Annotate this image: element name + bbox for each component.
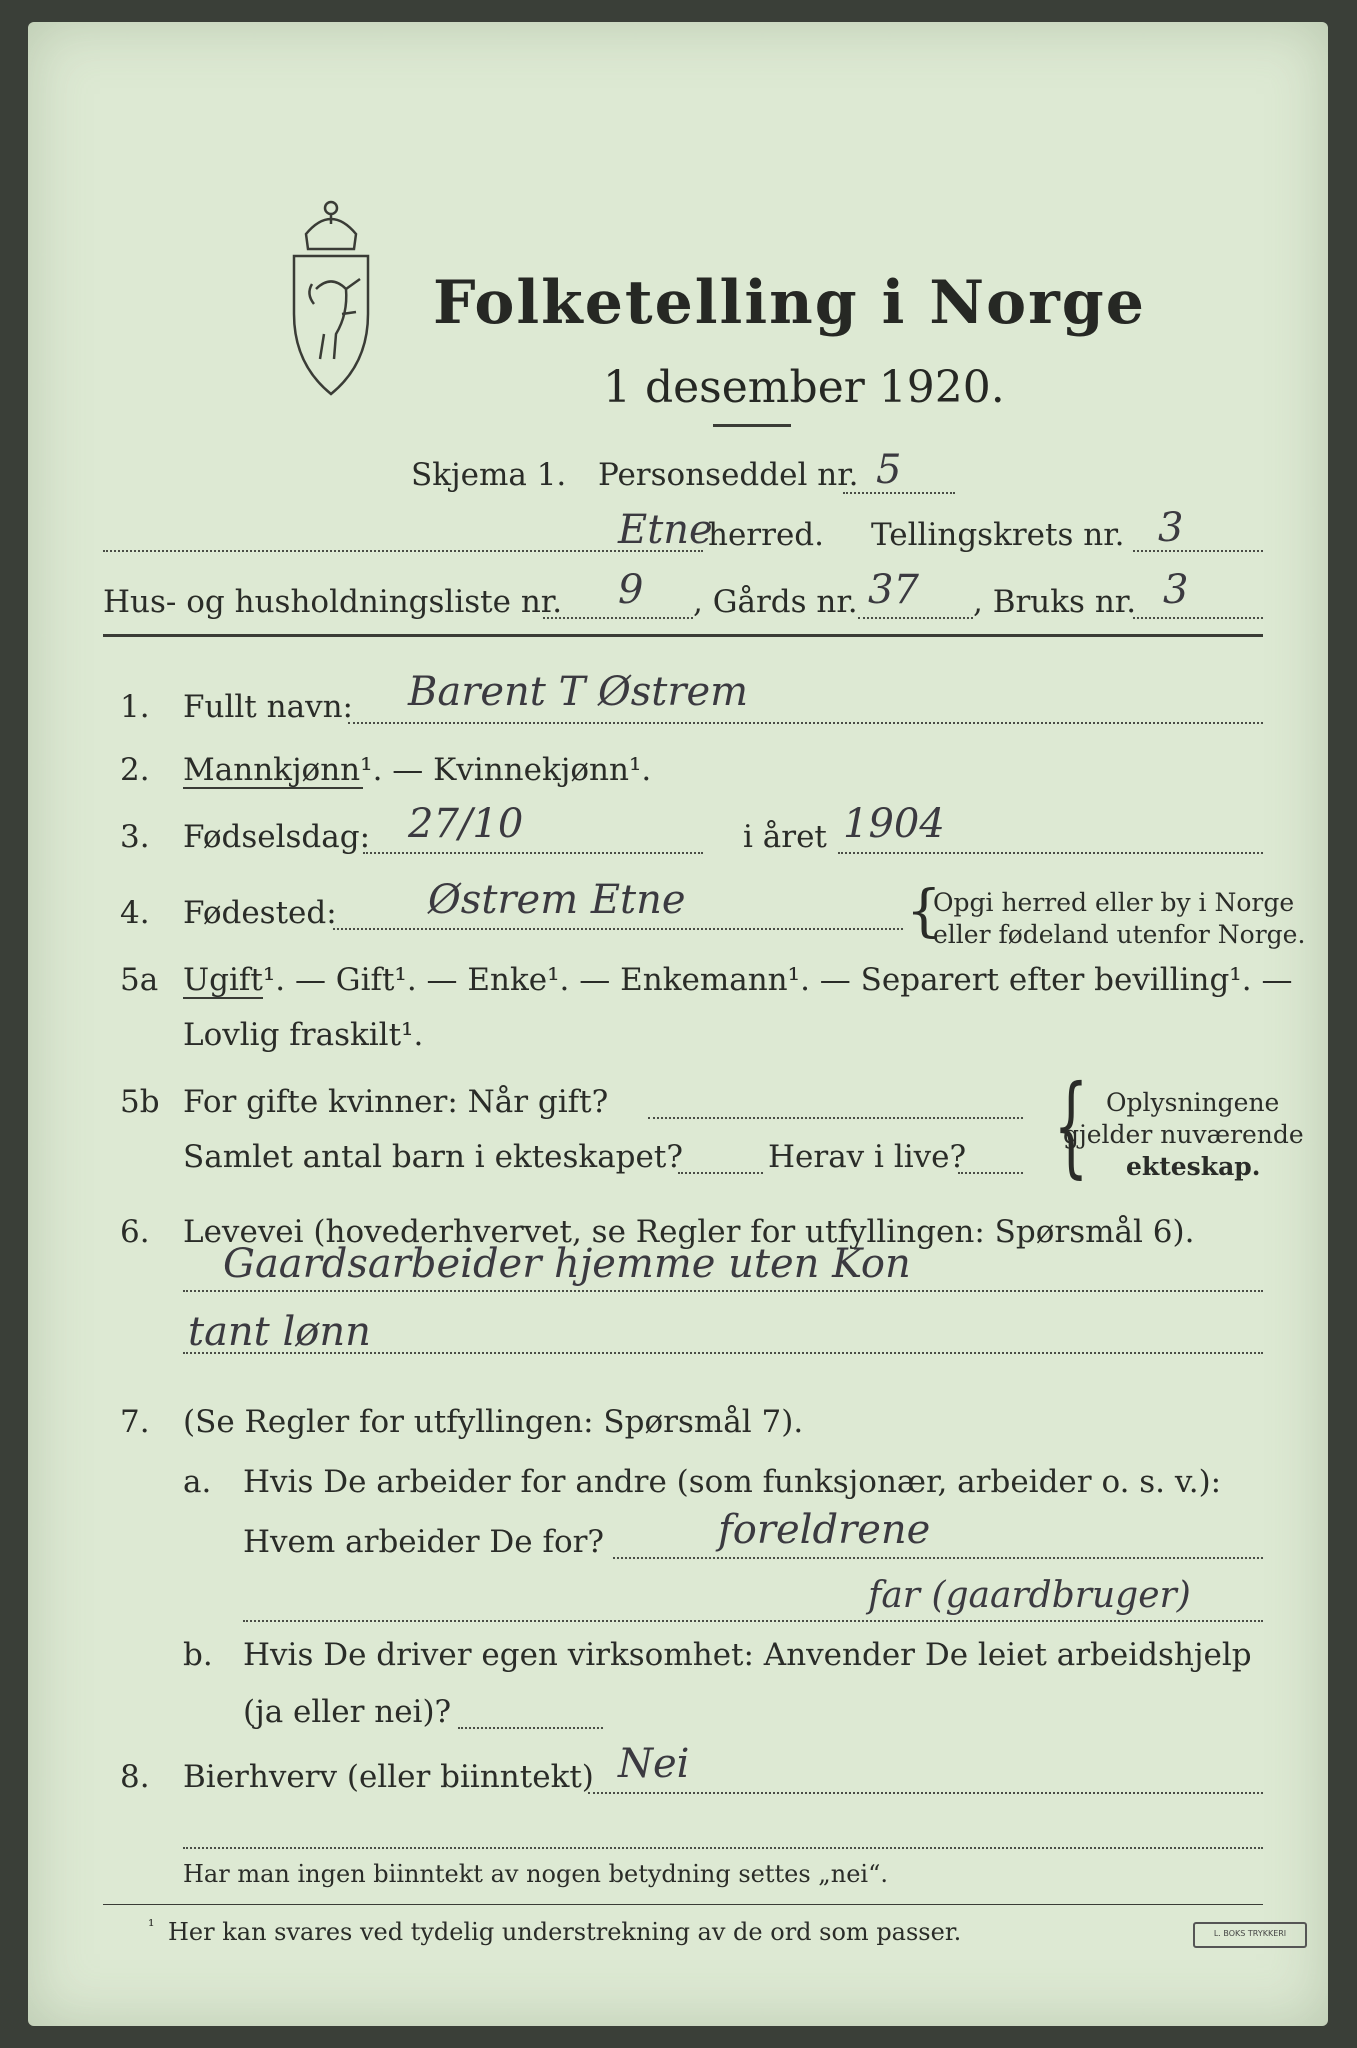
q5b-note-line1: Oplysningene <box>1106 1088 1280 1117</box>
q3-number: 3. <box>120 819 150 855</box>
q7b-line1: Hvis De driver egen virksomhet: Anvender De leiet arbeidshjelp <box>243 1637 1252 1673</box>
q1-label: Fullt navn: <box>183 689 353 725</box>
herred-value: Etne <box>618 507 713 553</box>
footnote-rule <box>103 1904 1263 1905</box>
q4-brace: { <box>906 879 942 944</box>
occupation-value-line1: Gaardsarbeider hjemme uten Kon <box>223 1241 911 1287</box>
birth-year-field[interactable] <box>838 852 1263 854</box>
sex-options: Mannkjønn¹. — Kvinnekjønn¹. <box>183 752 652 788</box>
header-rule <box>103 634 1263 637</box>
marital-status-options-line2: Lovlig fraskilt¹. <box>183 1017 424 1053</box>
gards-field[interactable] <box>858 617 973 619</box>
q5b-note-line2: gjelder nuværende <box>1063 1120 1304 1149</box>
q5b-brace: { <box>1053 1061 1089 1189</box>
q3-label: Fødselsdag: <box>183 819 371 855</box>
gards-value: 37 <box>868 567 919 613</box>
side-income-field[interactable] <box>588 1792 1263 1794</box>
occupation-field-line1[interactable] <box>183 1290 1263 1292</box>
occupation-value-line2: tant lønn <box>188 1309 371 1355</box>
printer-stamp: L. BOKS TRYKKERI <box>1193 1922 1307 1948</box>
q6-number: 6. <box>120 1214 150 1250</box>
birthplace-note-line1: Opgi herred eller by i Norge <box>933 888 1295 917</box>
skjema-label: Skjema 1. <box>411 457 567 493</box>
footnote-mark: ¹ <box>148 1916 155 1935</box>
year-label: i året <box>743 819 827 855</box>
form-title: Folketelling i Norge <box>433 268 1146 338</box>
personseddel-value: 5 <box>876 447 902 493</box>
marital-status-options: Ugift¹. — Gift¹. — Enke¹. — Enkemann¹. — Separert efter bevilling¹. — <box>183 962 1293 998</box>
herred-field[interactable] <box>103 550 703 552</box>
side-income-note: Har man ingen biinntekt av nogen betydning settes „nei“. <box>183 1860 888 1888</box>
q5b-note-line3: ekteskap. <box>1126 1152 1261 1181</box>
norwegian-coat-of-arms-icon <box>276 194 386 404</box>
birth-year-value: 1904 <box>843 801 945 847</box>
birthdate-field[interactable] <box>363 852 703 854</box>
children-alive-label: Herav i live? <box>768 1139 967 1175</box>
q7a-letter: a. <box>183 1464 212 1500</box>
children-count-label: Samlet antal barn i ekteskapet? <box>183 1139 683 1175</box>
bruks-label: , Bruks nr. <box>973 584 1137 620</box>
full-name-value: Barent T Østrem <box>408 669 749 715</box>
q8-number: 8. <box>120 1759 150 1795</box>
hus-label: Hus- og husholdningsliste nr. <box>103 584 563 620</box>
marital-underline-marking <box>183 997 263 999</box>
q8-label: Bierhverv (eller biinntekt) <box>183 1759 594 1795</box>
q7-label: (Se Regler for utfyllingen: Spørsmål 7). <box>183 1404 804 1440</box>
bruks-field[interactable] <box>1133 617 1263 619</box>
q7-number: 7. <box>120 1404 150 1440</box>
q2-number: 2. <box>120 752 150 788</box>
q7a-line2: Hvem arbeider De for? <box>243 1524 605 1560</box>
gards-label: , Gårds nr. <box>693 584 858 620</box>
q7b-letter: b. <box>183 1637 213 1673</box>
birthplace-value: Østrem Etne <box>428 877 686 923</box>
side-income-value: Nei <box>618 1741 690 1787</box>
q7a-line1: Hvis De arbeider for andre (som funksjonær, arbeider o. s. v.): <box>243 1464 1222 1500</box>
hus-field[interactable] <box>543 617 693 619</box>
bruks-value: 3 <box>1163 567 1189 613</box>
sex-underline-marking <box>183 787 363 789</box>
form-subtitle: 1 desember 1920. <box>603 362 1005 413</box>
birthdate-value: 27/10 <box>408 801 524 847</box>
side-income-field-line2[interactable] <box>183 1847 1263 1849</box>
birthplace-note-line2: eller fødeland utenfor Norge. <box>933 920 1306 949</box>
q5b-number: 5b <box>120 1084 160 1120</box>
census-form-sheet <box>28 22 1328 2026</box>
employer-field-line2[interactable] <box>243 1620 1263 1622</box>
q7b-line2: (ja eller nei)? <box>243 1694 452 1730</box>
employer-field-line1[interactable] <box>613 1557 1263 1559</box>
q5a-number: 5a <box>120 962 159 998</box>
q6-label: Levevei (hovederhvervet, se Regler for utfyllingen: Spørsmål 6). <box>183 1214 1195 1250</box>
tellingskrets-value: 3 <box>1158 505 1184 551</box>
personseddel-label: Personseddel nr. <box>598 457 859 493</box>
q4-label: Fødested: <box>183 895 337 931</box>
hus-value: 9 <box>618 567 644 613</box>
footnote-text: Her kan svares ved tydelig understrekning av de ord som passer. <box>168 1918 962 1946</box>
married-when-field[interactable] <box>648 1117 1023 1119</box>
children-alive-field[interactable] <box>958 1172 1023 1174</box>
title-divider <box>713 424 791 427</box>
tellingskrets-label: Tellingskrets nr. <box>871 517 1125 553</box>
q4-number: 4. <box>120 895 150 931</box>
full-name-field[interactable] <box>348 722 1263 724</box>
married-when-label: For gifte kvinner: Når gift? <box>183 1084 609 1120</box>
tellingskrets-field[interactable] <box>1133 550 1263 552</box>
herred-label: herred. <box>708 517 824 553</box>
hired-help-field[interactable] <box>458 1727 603 1729</box>
children-count-field[interactable] <box>678 1172 763 1174</box>
birthplace-field[interactable] <box>333 928 903 930</box>
employer-value-line1: foreldrene <box>718 1507 931 1553</box>
employer-value-line2: far (gaardbruger) <box>868 1575 1191 1616</box>
q1-number: 1. <box>120 689 150 725</box>
